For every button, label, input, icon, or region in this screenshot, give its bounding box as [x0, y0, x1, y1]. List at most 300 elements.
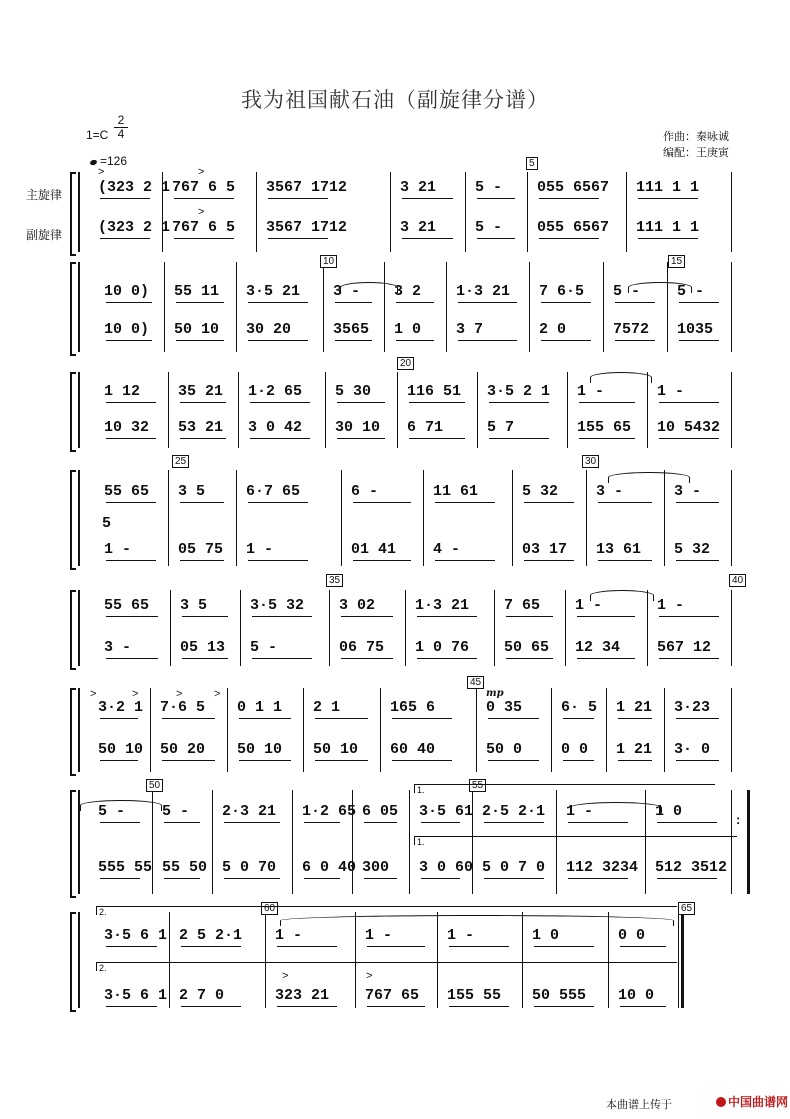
- beam-line: [106, 402, 156, 403]
- barline: [522, 912, 523, 1008]
- system-line: [78, 470, 80, 566]
- beam-line: [458, 340, 517, 341]
- beam-line: [484, 822, 544, 823]
- melody-measure: 1·2 65: [302, 803, 357, 820]
- counter-melody-measure: 10 0): [104, 321, 150, 338]
- beam-line: [277, 1006, 337, 1007]
- beam-line: [396, 302, 434, 303]
- rehearsal-mark: 45: [467, 676, 484, 689]
- beam-line: [679, 340, 719, 341]
- melody-measure: 6·7 65: [246, 483, 301, 500]
- beam-line: [180, 438, 226, 439]
- barline: [405, 590, 406, 666]
- melody-measure: 3·5 61: [419, 803, 474, 820]
- melody-measure: 1 -: [657, 383, 685, 400]
- counter-melody-measure: 112 3234: [566, 859, 639, 876]
- counter-melody-measure: 1 21: [616, 741, 653, 758]
- counter-melody-measure: 50 65: [504, 639, 550, 656]
- beam-line: [239, 760, 291, 761]
- barline: [678, 912, 679, 1008]
- barline: [731, 590, 732, 666]
- barline: [325, 372, 326, 448]
- key-signature: 1=C: [86, 128, 109, 142]
- rehearsal-mark: 60: [261, 902, 278, 915]
- volta-label: 1.: [417, 837, 425, 847]
- melody-measure: 2 1: [313, 699, 341, 716]
- beam-line: [250, 438, 310, 439]
- system-brace: [70, 470, 76, 570]
- melody-measure: 2·5 2·1: [482, 803, 546, 820]
- counter-melody-measure: 13 61: [596, 541, 642, 558]
- melody-measure: 7 65: [504, 597, 541, 614]
- melody-measure: 5 -: [613, 283, 641, 300]
- melody-measure: 767 6 5: [172, 179, 236, 196]
- melody-measure: 3 -: [333, 283, 361, 300]
- counter-melody-measure: 155 65: [577, 419, 632, 436]
- beam-line: [579, 402, 635, 403]
- beam-line: [100, 760, 138, 761]
- barline: [437, 912, 438, 1008]
- time-signature: [114, 114, 128, 141]
- beam-line: [106, 340, 152, 341]
- barline: [168, 372, 169, 448]
- beam-line: [106, 560, 156, 561]
- beam-line: [409, 402, 465, 403]
- rehearsal-mark: 30: [582, 455, 599, 468]
- melody-measure: 1·3 21: [456, 283, 511, 300]
- beam-line: [676, 718, 719, 719]
- beam-line: [106, 658, 158, 659]
- counter-melody-measure: 55 50: [162, 859, 208, 876]
- dynamic-marking: mp: [486, 688, 504, 699]
- beam-line: [106, 302, 152, 303]
- barline: [606, 688, 607, 772]
- counter-melody-measure: 3567 1712: [266, 219, 348, 236]
- beam-line: [239, 718, 291, 719]
- beam-line: [435, 502, 495, 503]
- counter-melody-measure: 30 10: [335, 419, 381, 436]
- counter-melody-measure: 60 40: [390, 741, 436, 758]
- barline: [731, 372, 732, 448]
- counter-melody-measure: 3· 0: [674, 741, 711, 758]
- melody-measure: 3 21: [400, 179, 437, 196]
- beam-line: [449, 1006, 509, 1007]
- melody-measure: 1·3 21: [415, 597, 470, 614]
- part-label-main: 主旋律: [26, 188, 63, 202]
- beam-line: [506, 616, 553, 617]
- counter-melody-measure: 10 32: [104, 419, 150, 436]
- beam-line: [252, 616, 312, 617]
- melody-measure: 7·6 5: [160, 699, 206, 716]
- counter-melody-measure: 50 20: [160, 741, 206, 758]
- beam-line: [396, 340, 434, 341]
- counter-melody-measure: 53 21: [178, 419, 224, 436]
- beam-line: [248, 302, 308, 303]
- part-label-counter: 副旋律: [26, 228, 63, 242]
- barline: [169, 912, 170, 1008]
- system-brace: [70, 172, 76, 256]
- counter-melody-measure: 5 -: [250, 639, 278, 656]
- barline: [731, 262, 732, 352]
- counter-melody-measure: 155 55: [447, 987, 502, 1004]
- counter-melody-measure: 1 0: [394, 321, 422, 338]
- counter-melody-measure: 50 10: [313, 741, 359, 758]
- melody-measure: 1 -: [577, 383, 605, 400]
- beam-line: [524, 502, 574, 503]
- counter-melody-measure: 055 6567: [537, 219, 610, 236]
- melody-measure: 165 6: [390, 699, 436, 716]
- counter-melody-measure: 2 0: [539, 321, 567, 338]
- melody-measure: 0 35: [486, 699, 523, 716]
- beam-line: [106, 1006, 157, 1007]
- counter-melody-measure: 10 0: [618, 987, 655, 1004]
- beam-line: [392, 718, 452, 719]
- beam-line: [224, 878, 280, 879]
- counter-melody-measure: 512 3512: [655, 859, 728, 876]
- melody-measure: 3567 1712: [266, 179, 348, 196]
- beam-line: [180, 560, 224, 561]
- beam-line: [659, 438, 719, 439]
- beam-line: [488, 760, 539, 761]
- rehearsal-mark: 50: [146, 779, 163, 792]
- beam-line: [506, 658, 553, 659]
- beam-line: [353, 502, 411, 503]
- beam-line: [579, 438, 635, 439]
- accent-mark: >: [90, 688, 97, 700]
- beam-line: [620, 1006, 666, 1007]
- beam-line: [164, 878, 200, 879]
- barline: [647, 372, 648, 448]
- counter-melody-measure: 567 12: [657, 639, 712, 656]
- counter-melody-measure: 3 0 60: [419, 859, 474, 876]
- barline: [477, 372, 478, 448]
- beam-line: [477, 238, 515, 239]
- beam-line: [563, 718, 594, 719]
- beam-line: [618, 760, 652, 761]
- site-logo: [716, 1093, 788, 1110]
- beam-line: [402, 198, 453, 199]
- barline: [567, 372, 568, 448]
- melody-measure: 1 0: [655, 803, 683, 820]
- tie-arc: [80, 800, 162, 811]
- arranger-credit: 编配：王庚寅: [663, 147, 729, 159]
- counter-melody-measure: 3 21: [400, 219, 437, 236]
- site-logo-icon: [716, 1097, 726, 1107]
- counter-melody-measure: 50 10: [174, 321, 220, 338]
- beam-line: [364, 822, 397, 823]
- beam-line: [180, 402, 226, 403]
- beam-line: [618, 718, 652, 719]
- beam-line: [659, 658, 719, 659]
- beam-line: [252, 658, 312, 659]
- beam-line: [180, 502, 224, 503]
- melody-measure: 5 32: [522, 483, 559, 500]
- beam-line: [304, 878, 340, 879]
- beam-line: [657, 822, 717, 823]
- barline: [565, 590, 566, 666]
- beam-line: [100, 878, 140, 879]
- melody-measure: 6 05: [362, 803, 399, 820]
- counter-melody-measure: 111 1 1: [636, 219, 700, 236]
- melody-measure: 35 21: [178, 383, 224, 400]
- counter-melody-measure: 3 -: [104, 639, 132, 656]
- melody-measure: 3 5: [178, 483, 206, 500]
- counter-melody-measure: 555 55: [98, 859, 153, 876]
- beam-line: [659, 402, 719, 403]
- beam-line: [534, 946, 594, 947]
- beam-line: [598, 560, 652, 561]
- melody-measure: 1 21: [616, 699, 653, 716]
- system-brace: [70, 688, 76, 776]
- barline: [494, 590, 495, 666]
- melody-measure: 1 -: [365, 927, 393, 944]
- site-logo-text: 中国曲谱网: [728, 1095, 789, 1109]
- barline: [150, 688, 151, 772]
- beam-line: [539, 238, 599, 239]
- melody-measure: 3·5 21: [246, 283, 301, 300]
- melody-measure: 3 02: [339, 597, 376, 614]
- melody-measure: 5 -: [162, 803, 190, 820]
- beam-line: [657, 878, 717, 879]
- volta-bracket: [414, 836, 737, 845]
- barline: [390, 172, 391, 252]
- accent-mark: >: [282, 970, 289, 982]
- barline: [527, 172, 528, 252]
- beam-line: [106, 502, 156, 503]
- beam-line: [659, 616, 719, 617]
- beam-line: [182, 658, 228, 659]
- accent-mark: >: [176, 688, 183, 700]
- system-brace: [70, 790, 76, 898]
- beam-line: [534, 1006, 594, 1007]
- volta-bracket: [414, 784, 715, 793]
- barline: [170, 590, 171, 666]
- beam-line: [315, 760, 368, 761]
- beam-line: [162, 760, 215, 761]
- volta-label: 1.: [417, 785, 425, 795]
- barline: [529, 262, 530, 352]
- beam-line: [100, 822, 140, 823]
- beam-line: [268, 238, 328, 239]
- barline: [384, 262, 385, 352]
- rehearsal-mark: 55: [469, 779, 486, 792]
- beam-line: [337, 438, 385, 439]
- barline: [608, 912, 609, 1008]
- upper-note-5: 5: [102, 515, 112, 532]
- melody-measure: 5 -: [677, 283, 705, 300]
- beam-line: [563, 760, 594, 761]
- beam-line: [541, 340, 591, 341]
- system-line: [78, 172, 80, 252]
- counter-melody-measure: 1 -: [104, 541, 132, 558]
- beam-line: [304, 822, 340, 823]
- system-line: [78, 912, 80, 1008]
- barline: [168, 470, 169, 566]
- barline: [341, 470, 342, 566]
- accent-mark: >: [214, 688, 221, 700]
- composer-credit: 作曲：秦咏诚: [663, 131, 729, 143]
- melody-measure: 1 -: [275, 927, 303, 944]
- melody-measure: 116 51: [407, 383, 462, 400]
- counter-melody-measure: 50 10: [98, 741, 144, 758]
- rehearsal-mark: 40: [729, 574, 746, 587]
- system-line: [78, 372, 80, 448]
- beam-line: [421, 878, 460, 879]
- upload-note: 本曲谱上传于: [606, 1099, 672, 1111]
- score-title: 我为祖国献石油（副旋律分谱）: [241, 88, 549, 112]
- barline: [164, 262, 165, 352]
- beam-line: [181, 946, 241, 947]
- final-barline: [681, 912, 684, 1008]
- tie-arc: [590, 590, 654, 601]
- tempo-marking: [90, 154, 127, 168]
- counter-melody-measure: 10 5432: [657, 419, 721, 436]
- beam-line: [679, 302, 719, 303]
- barline: [551, 688, 552, 772]
- time-signature-top: 2: [114, 114, 128, 128]
- barline: [355, 912, 356, 1008]
- system-brace: [70, 590, 76, 670]
- counter-melody-measure: 3 7: [456, 321, 484, 338]
- tie-arc: [340, 282, 398, 293]
- counter-melody-measure: 01 41: [351, 541, 397, 558]
- system-line: [78, 262, 80, 352]
- melody-measure: 1 -: [575, 597, 603, 614]
- barline: [323, 262, 324, 352]
- beam-line: [417, 616, 477, 617]
- melody-measure: 2 5 2·1: [179, 927, 243, 944]
- beam-line: [477, 198, 515, 199]
- counter-melody-measure: 50 10: [237, 741, 283, 758]
- melody-measure: 6· 5: [561, 699, 598, 716]
- melody-measure: 6 -: [351, 483, 379, 500]
- beam-line: [176, 340, 224, 341]
- beam-line: [174, 198, 234, 199]
- counter-melody-measure: 50 0: [486, 741, 523, 758]
- barline: [586, 470, 587, 566]
- counter-melody-measure: 1 0 76: [415, 639, 470, 656]
- barline: [236, 470, 237, 566]
- beam-line: [421, 822, 460, 823]
- counter-melody-measure: 300: [362, 859, 390, 876]
- barline: [731, 470, 732, 566]
- melody-measure: 1 -: [566, 803, 594, 820]
- beam-line: [176, 302, 224, 303]
- barline: [626, 172, 627, 252]
- accent-mark: >: [98, 166, 105, 178]
- counter-melody-measure: 5 0 7 0: [482, 859, 546, 876]
- barline: [256, 172, 257, 252]
- barline: [303, 688, 304, 772]
- melody-measure: 5 30: [335, 383, 372, 400]
- rehearsal-mark: 25: [172, 455, 189, 468]
- beam-line: [181, 1006, 241, 1007]
- melody-measure: 3 -: [674, 483, 702, 500]
- tie-arc: [280, 915, 674, 926]
- counter-melody-measure: 12 34: [575, 639, 621, 656]
- beam-line: [402, 238, 453, 239]
- melody-measure: 11 61: [433, 483, 479, 500]
- counter-melody-measure: 0 0: [561, 741, 589, 758]
- melody-measure: 055 6567: [537, 179, 610, 196]
- beam-line: [541, 302, 591, 303]
- melody-measure: 7 6·5: [539, 283, 585, 300]
- rehearsal-mark: 20: [397, 357, 414, 370]
- tie-arc: [628, 282, 692, 293]
- melody-measure: 5 -: [475, 179, 503, 196]
- beam-line: [676, 502, 719, 503]
- counter-melody-measure: 323 21: [275, 987, 330, 1004]
- beam-line: [598, 502, 652, 503]
- beam-line: [100, 238, 150, 239]
- counter-melody-measure: 05 75: [178, 541, 224, 558]
- melody-measure: 3·5 32: [250, 597, 305, 614]
- counter-melody-measure: 5 7: [487, 419, 515, 436]
- beam-line: [638, 238, 698, 239]
- rehearsal-mark: 65: [678, 902, 695, 915]
- counter-melody-measure: 30 20: [246, 321, 292, 338]
- barline: [265, 912, 266, 1008]
- barline: [227, 688, 228, 772]
- accent-mark: >: [198, 166, 205, 178]
- beam-line: [364, 878, 397, 879]
- beam-line: [100, 718, 138, 719]
- counter-melody-measure: 3·5 6 1: [104, 987, 168, 1004]
- time-signature-bottom: 4: [117, 127, 125, 141]
- melody-measure: 5 -: [98, 803, 126, 820]
- barline: [292, 790, 293, 894]
- counter-melody-measure: 2 7 0: [179, 987, 225, 1004]
- beam-line: [524, 560, 574, 561]
- beam-line: [106, 438, 156, 439]
- melody-measure: 3·2 1: [98, 699, 144, 716]
- melody-measure: 0 1 1: [237, 699, 283, 716]
- beam-line: [577, 658, 635, 659]
- beam-line: [484, 878, 544, 879]
- beam-line: [224, 822, 280, 823]
- tie-arc: [570, 802, 662, 813]
- beam-line: [335, 302, 372, 303]
- barline: [512, 470, 513, 566]
- melody-measure: 111 1 1: [636, 179, 700, 196]
- counter-melody-measure: 767 6 5: [172, 219, 236, 236]
- beam-line: [248, 560, 308, 561]
- beam-line: [392, 760, 452, 761]
- barline: [603, 262, 604, 352]
- volta-label: 2.: [99, 907, 107, 917]
- beam-line: [106, 946, 157, 947]
- rehearsal-mark: 10: [320, 255, 337, 268]
- quarter-note-icon: [89, 159, 97, 166]
- counter-melody-measure: 5 0 70: [222, 859, 277, 876]
- beam-line: [367, 1006, 425, 1007]
- beam-line: [337, 402, 385, 403]
- beam-line: [106, 616, 158, 617]
- melody-measure: 2·3 21: [222, 803, 277, 820]
- volta-label: 2.: [99, 963, 107, 973]
- melody-measure: 1 0: [532, 927, 560, 944]
- barline: [465, 172, 466, 252]
- melody-measure: 3 2: [394, 283, 422, 300]
- barline: [240, 590, 241, 666]
- system-line: [78, 688, 80, 772]
- beam-line: [341, 658, 393, 659]
- counter-melody-measure: 6 0 40: [302, 859, 357, 876]
- melody-measure: 55 65: [104, 597, 150, 614]
- counter-melody-measure: 06 75: [339, 639, 385, 656]
- counter-melody-measure: 03 17: [522, 541, 568, 558]
- barline: [731, 172, 732, 252]
